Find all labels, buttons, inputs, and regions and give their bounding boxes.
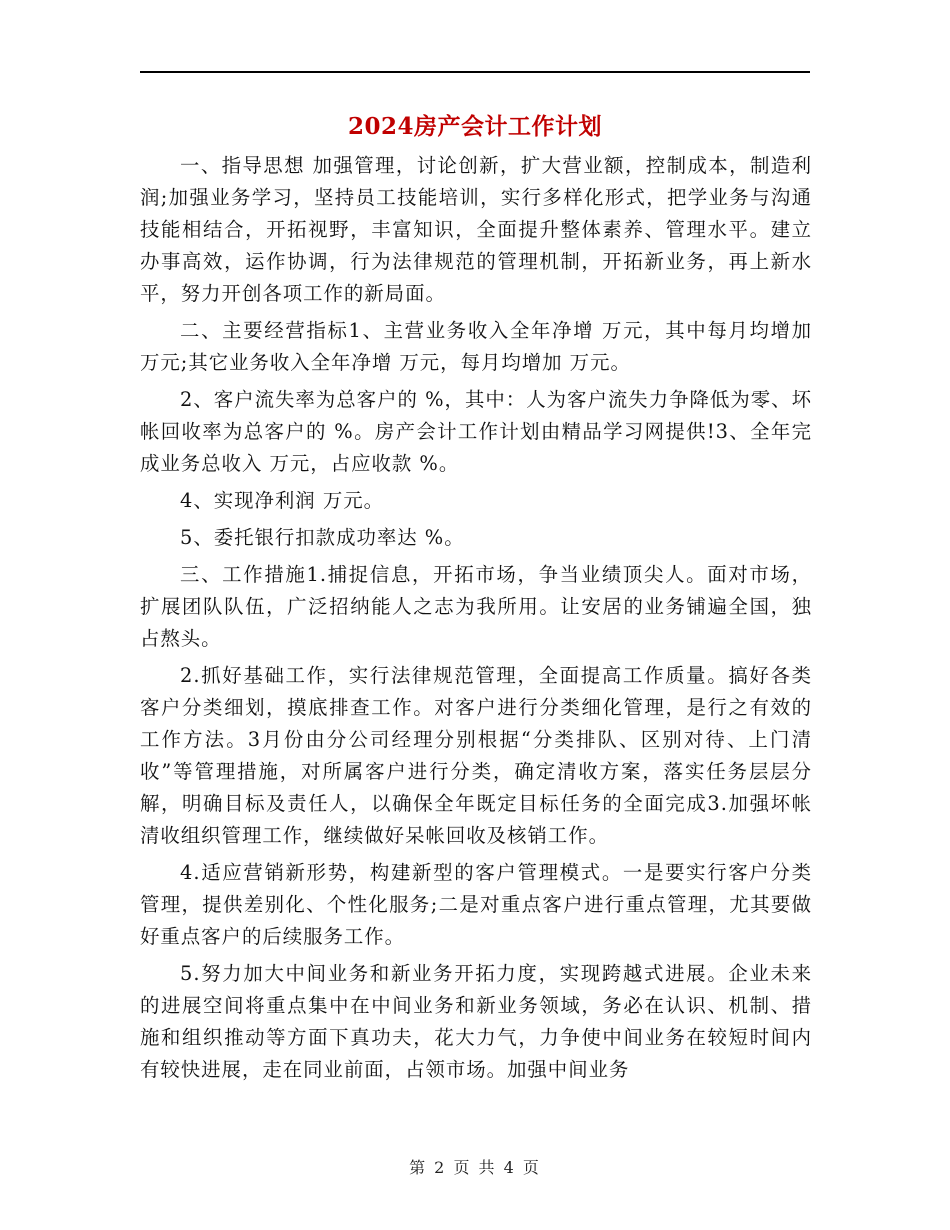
- paragraph-work-measures: 三、工作措施1.捕捉信息，开拓市场，争当业绩顶尖人。面对市场，扩展团队队伍，广泛招纳能人之志为我所用。让安居的业务铺遍全国，独占熬头。: [140, 563, 812, 650]
- paragraph-customer-management: 4.适应营销新形势，构建新型的客户管理模式。一是要实行客户分类管理，提供差别化、个性化服务;二是对重点客户进行重点管理，尤其要做好重点客户的后续服务工作。: [140, 861, 812, 948]
- document-title: 2024房产会计工作计划: [347, 113, 602, 140]
- paragraph-customer-loss-rate: 2、客户流失率为总客户的 %，其中：人为客户流失力争降低为零、坏帐回收率为总客户的 %。房产会计工作计划由精品学习网提供!3、全年完成业务总收入 万元，占应收款 %。: [140, 388, 812, 475]
- paragraph-intermediate-business: 5.努力加大中间业务和新业务开拓力度，实现跨越式进展。企业未来的进展空间将重点集中在中间业务和新业务领域，务必在认识、机制、措施和组织推动等方面下真功夫，花大力气，力争使中间业务在较短时间内有较快进展，走在同业前面，占领市场。加强中间业务: [140, 962, 812, 1081]
- page-number-footer: 第 2 页 共 4 页: [409, 1158, 541, 1177]
- document-body: [140, 150, 812, 1091]
- header-rule: [140, 71, 810, 73]
- paragraph-bank-deduction: 5、委托银行扣款成功率达 %。: [180, 526, 465, 549]
- paragraph-net-profit: 4、实现净利润 万元。: [180, 489, 385, 512]
- paragraph-guiding-ideology: 一、指导思想 加强管理，讨论创新，扩大营业额，控制成本，制造利润;加强业务学习，坚持员工技能培训，实行多样化形式，把学业务与沟通技能相结合，开拓视野，丰富知识，全面提升整体素养、管理水平。建立办事高效，运作协调，行为法律规范的管理机制，开拓新业务，再上新水平，努力开创各项工作的新局面。: [140, 154, 812, 305]
- paragraph-basic-work: 2.抓好基础工作，实行法律规范管理，全面提高工作质量。搞好各类客户分类细划，摸底排查工作。对客户进行分类细化管理，是行之有效的工作方法。3月份由分公司经理分别根据“分类排队、区别对待、上门清收”等管理措施，对所属客户进行分类，确定清收方案，落实任务层层分解，明确目标及责任人，以确保全年既定目标任务的全面完成3.加强坏帐清收组织管理工作，继续做好呆帐回收及核销工作。: [140, 664, 812, 847]
- paragraph-main-targets: 二、主要经营指标1、主营业务收入全年净增 万元，其中每月均增加 万元;其它业务收入全年净增 万元，每月均增加 万元。: [140, 319, 812, 374]
